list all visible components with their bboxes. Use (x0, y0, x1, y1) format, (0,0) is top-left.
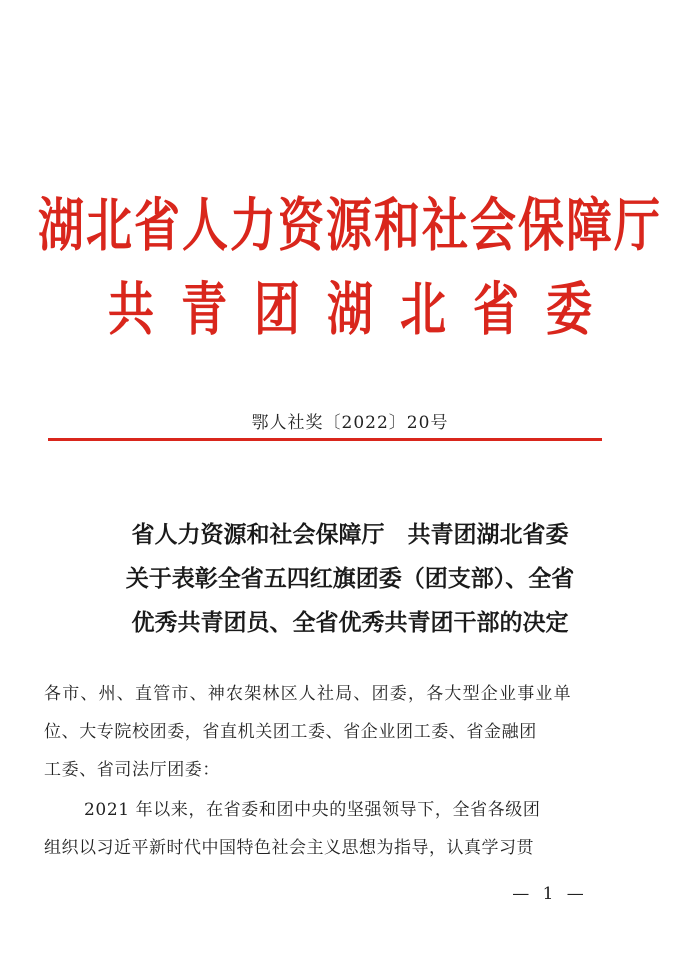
page-number: — 1 — (512, 884, 588, 904)
document-number: 鄂人社奖〔2022〕20号 (251, 413, 449, 433)
document-title-line-3: 优秀共青团员、全省优秀共青团干部的决定 (131, 610, 569, 636)
body-paragraph-line-2: 组织以习近平新时代中国特色社会主义思想为指导，认真学习贯 (44, 838, 534, 858)
addressee-line-1: 各市、州、直管市、神农架林区人社局、团委，各大型企业事业单 (44, 684, 572, 704)
addressee-line-3: 工委、省司法厅团委： (44, 760, 220, 780)
document-title-line-2: 关于表彰全省五四红旗团委（团支部）、全省 (125, 566, 575, 592)
issuer-name-hrss: 湖北省人力资源和社会保障厅 (38, 191, 662, 259)
body-paragraph-line-1: 2021 年以来，在省委和团中央的坚强领导下，全省各级团 (84, 800, 541, 820)
addressee-line-2: 位、大专院校团委，省直机关团工委、省企业团工委、省金融团 (44, 722, 537, 742)
red-divider-line (48, 438, 602, 441)
document-title-line-1: 省人力资源和社会保障厅 共青团湖北省委 (131, 522, 569, 548)
issuer-name-youth-league: 共青团湖北省委 (108, 275, 619, 343)
